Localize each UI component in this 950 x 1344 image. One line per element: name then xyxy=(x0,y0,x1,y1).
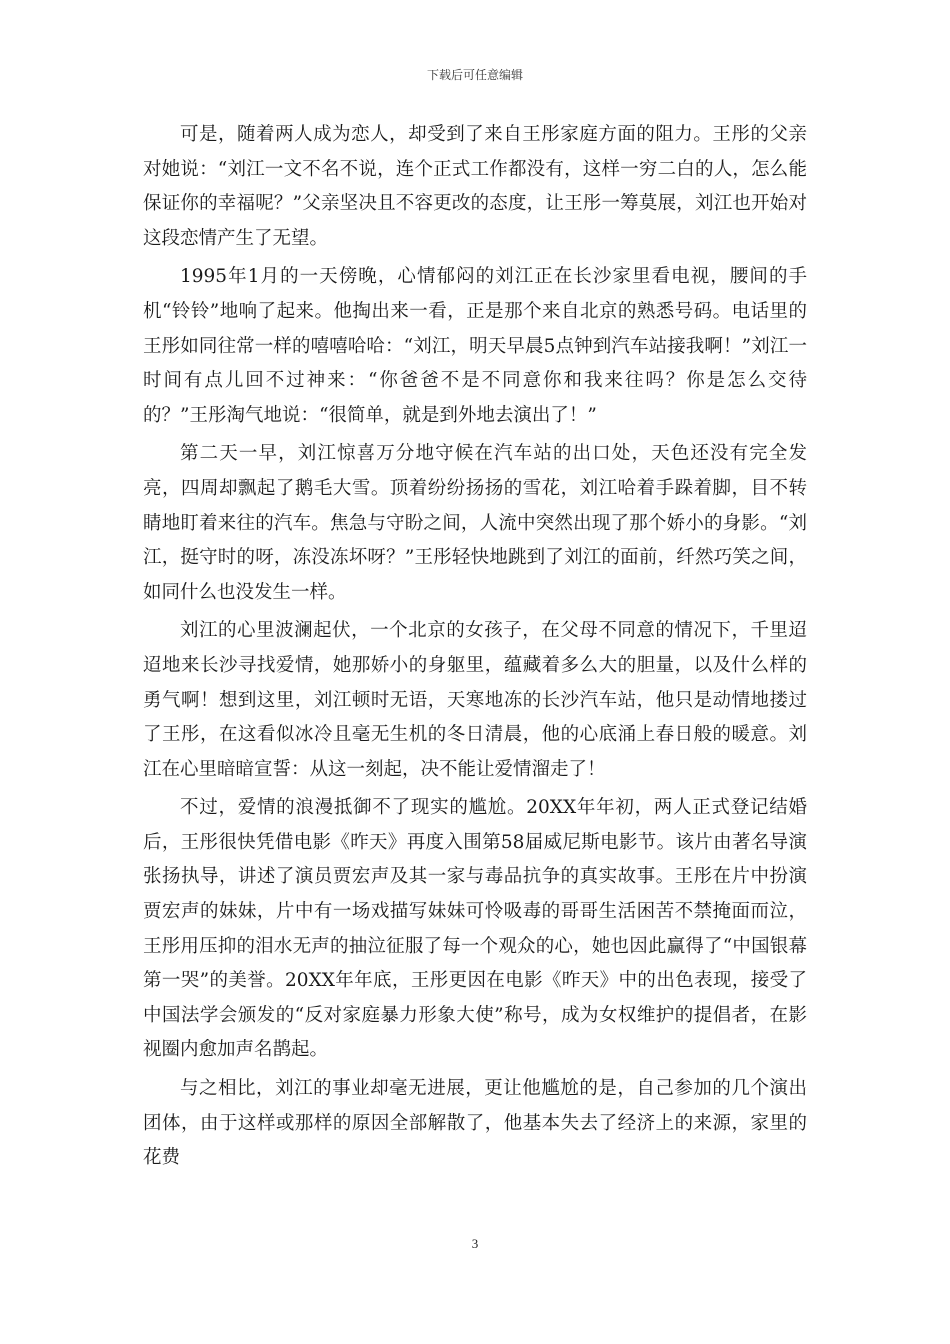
paragraph-3: 第二天一早，刘江惊喜万分地守候在汽车站的出口处，天色还没有完全发亮，四周却飘起了鹅毛大雪。顶着纷纷扬扬的雪花，刘江哈着手跺着脚，目不转睛地盯着来往的汽车。焦急与守盼之间，人流中突然出现了那个娇小的身影。“刘江，挺守时的呀，冻没冻坏呀？”王彤轻快地跳到了刘江的面前，纤然巧笑之间，如同什么也没发生一样。 xyxy=(143,443,807,603)
paragraph-4: 刘江的心里波澜起伏，一个北京的女孩子，在父母不同意的情况下，千里迢迢地来长沙寻找爱情，她那娇小的身躯里，蕴藏着多么大的胆量，以及什么样的勇气啊！想到这里，刘江顿时无语，天寒地冻的长沙汽车站，他只是动情地搂过了王彤，在这看似冰冷且毫无生机的冬日清晨，他的心底涌上春日般的暖意。刘江在心里暗暗宣誓：从这一刻起，决不能让爱情溜走了！ xyxy=(143,620,807,780)
page-header: 下载后可任意编辑 xyxy=(426,68,523,82)
page-number: 3 xyxy=(471,1236,479,1251)
paragraph-5: 不过，爱情的浪漫抵御不了现实的尴尬。20XX年年初，两人正式登记结婚后，王彤很快凭借电影《昨天》再度入围第58届威尼斯电影节。该片由著名导演张扬执导，讲述了演员贾宏声及其一家与毒品抗争的真实故事。王彤在片中扮演贾宏声的妹妹，片中有一场戏描写妹妹可怜吸毒的哥哥生活困苦不禁掩面而泣，王彤用压抑的泪水无声的抽泣征服了每一个观众的心，她也因此赢得了“中国银幕第一哭”的美誉。20XX年年底，王彤更因在电影《昨天》中的出色表现，接受了中国法学会颁发的“反对家庭暴力形象大使”称号，成为女权维护的提倡者，在影视圈内愈加声名鹊起。 xyxy=(143,797,807,1061)
paragraph-1: 可是，随着两人成为恋人，却受到了来自王彤家庭方面的阻力。王彤的父亲对她说：“刘江一文不名不说，连个正式工作都没有，这样一穷二白的人，怎么能保证你的幸福呢？”父亲坚决且不容更改的态度，让王彤一筹莫展，刘江也开始对这段恋情产生了无望。 xyxy=(143,124,807,249)
document-body xyxy=(143,118,807,1180)
paragraph-2: 1995年1月的一天傍晚，心情郁闷的刘江正在长沙家里看电视，腰间的手机“铃铃”地响了起来。他掏出来一看，正是那个来自北京的熟悉号码。电话里的王彤如同往常一样的嘻嘻哈哈：“刘江，明天早晨5点钟到汽车站接我啊！”刘江一时间有点儿回不过神来：“你爸爸不是不同意你和我来往吗？你是怎么交待的？”王彤淘气地说：“很简单，就是到外地去演出了！” xyxy=(143,266,807,426)
paragraph-6: 与之相比，刘江的事业却毫无进展，更让他尴尬的是，自己参加的几个演出团体，由于这样或那样的原因全部解散了，他基本失去了经济上的来源，家里的花费 xyxy=(143,1078,807,1169)
